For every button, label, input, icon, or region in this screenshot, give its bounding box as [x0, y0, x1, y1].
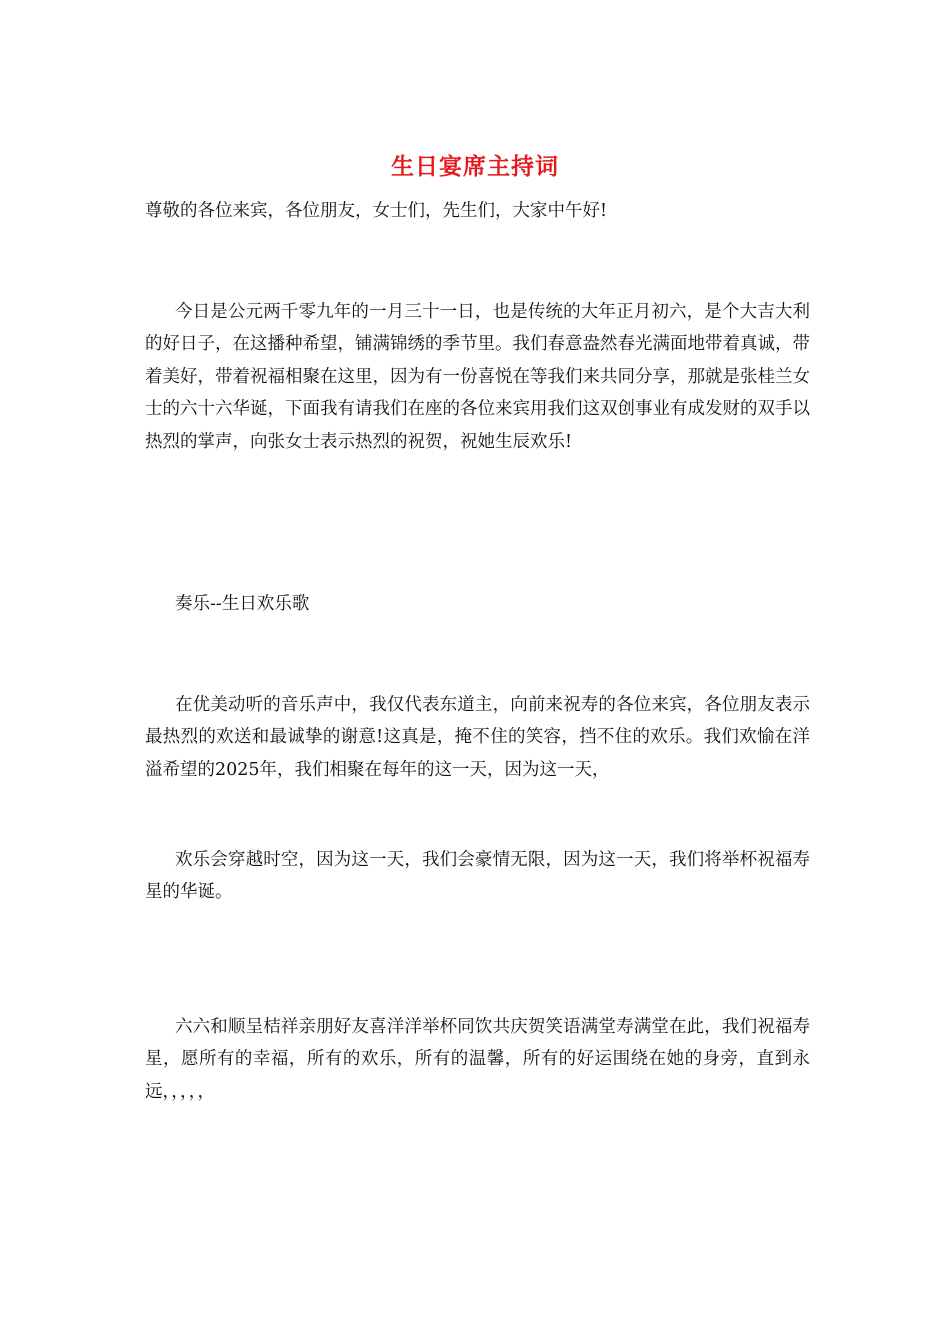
joy-paragraph: 欢乐会穿越时空，因为这一天，我们会豪情无限，因为这一天，我们将举杯祝福寿星的华诞。	[145, 850, 810, 903]
blessing-paragraph: 六六和顺呈桔祥亲朋好友喜洋洋举杯同饮共庆贺笑语满堂寿满堂在此，我们祝福寿星，愿所有的幸福，所有的欢乐，所有的温馨，所有的好运围绕在她的身旁，直到永远，，，，，	[145, 1017, 810, 1102]
greeting-paragraph: 尊敬的各位来宾，各位朋友，女士们，先生们，大家中午好!	[145, 201, 608, 221]
music-cue-paragraph: 奏乐--生日欢乐歌	[175, 594, 310, 614]
intro-paragraph: 今日是公元两千零九年的一月三十一日，也是传统的大年正月初六，是个大吉大利的好日子，在这播种希望，铺满锦绣的季节里。我们春意盎然春光满面地带着真诚，带着美好，带着祝福相聚在这里，因为有一份喜悦在等我们来共同分享，那就是张桂兰女士的六十六华诞，下面我有请我们在座的各位来宾用我们这双创事业有成发财的双手以热烈的掌声，向张女士表示热烈的祝贺，祝她生辰欢乐!	[145, 302, 810, 452]
thanks-paragraph: 在优美动听的音乐声中，我仅代表东道主，向前来祝寿的各位来宾，各位朋友表示最热烈的欢送和最诚挚的谢意!这真是，掩不住的笑容，挡不住的欢乐。我们欢愉在洋溢希望的2025年，我们相聚在每年的这一天，因为这一天，	[145, 695, 810, 780]
document-title: 生日宴席主持词	[391, 154, 559, 180]
